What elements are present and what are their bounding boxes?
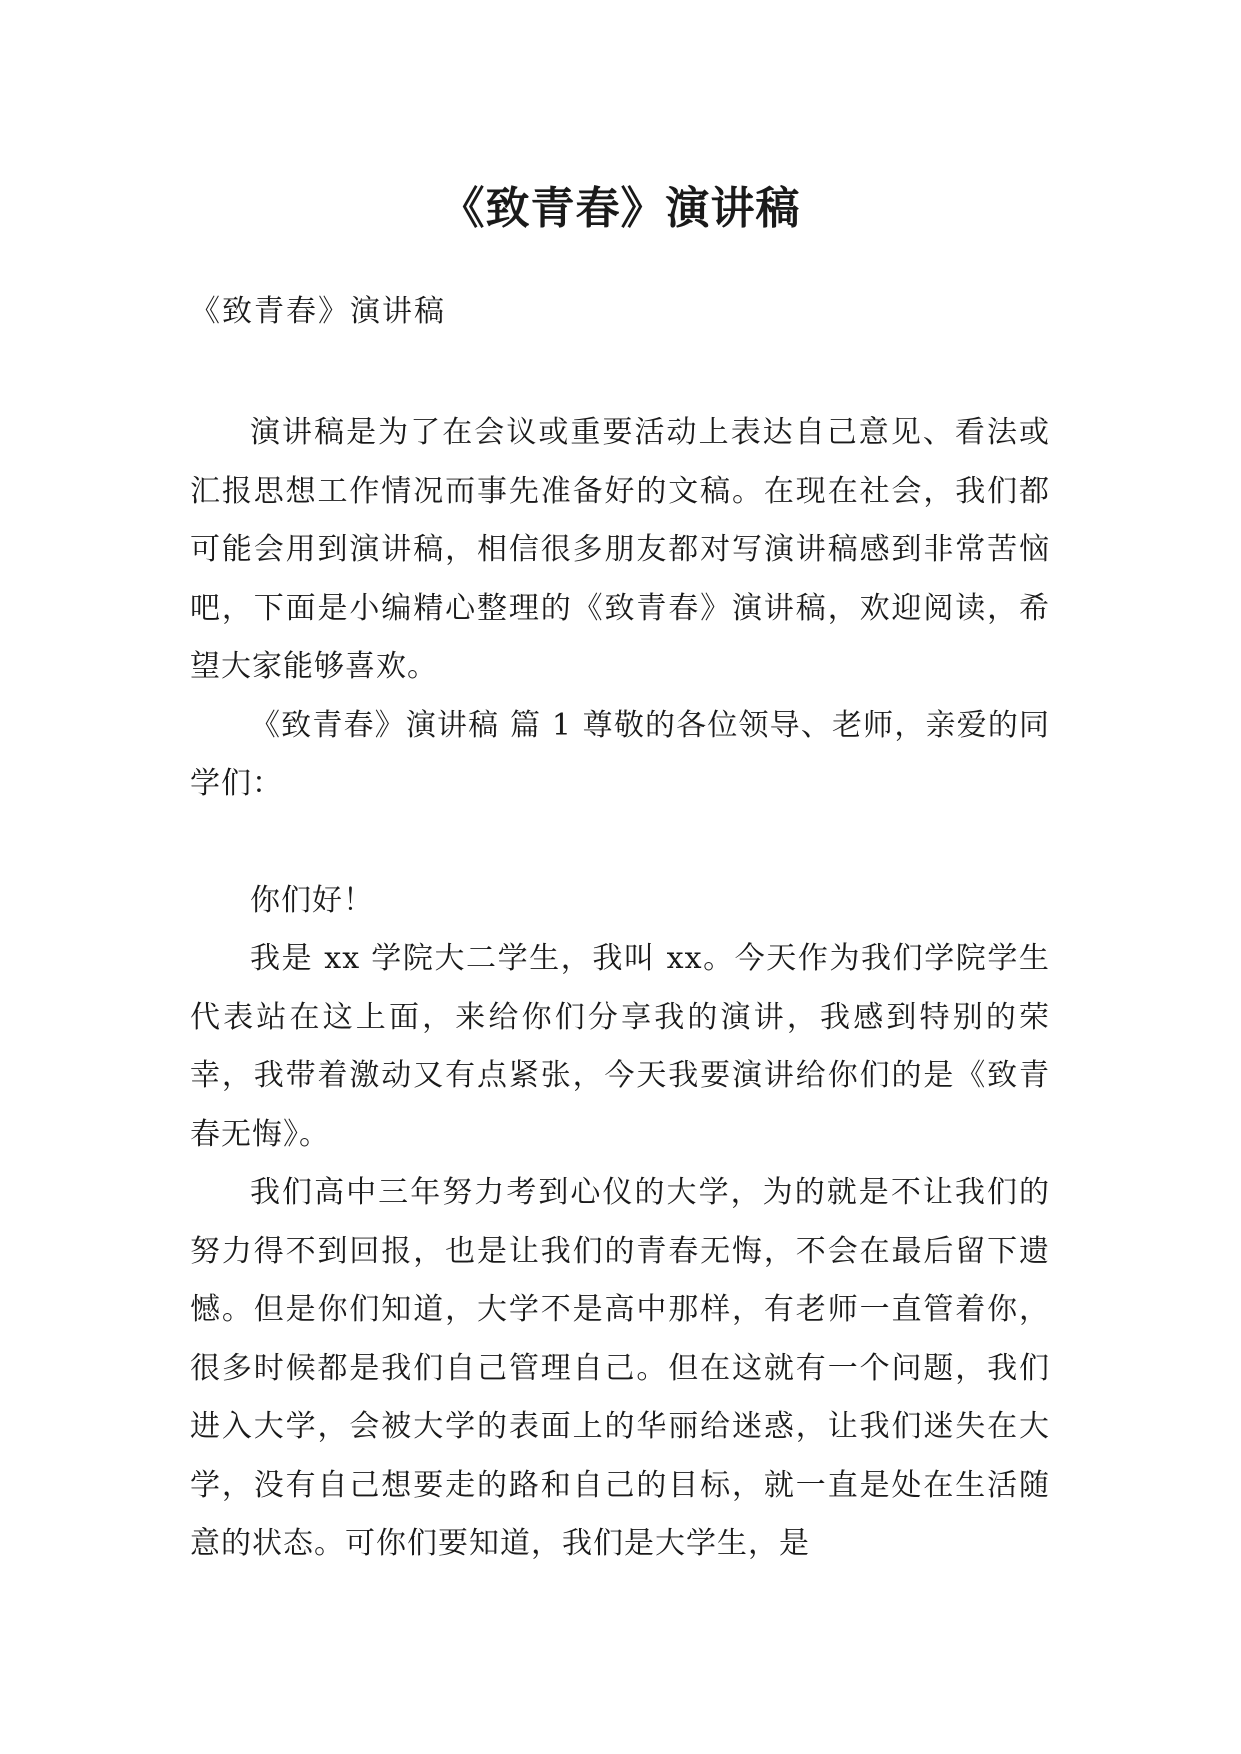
body-paragraph: 我们高中三年努力考到心仪的大学，为的就是不让我们的努力得不到回报，也是让我们的青春无悔，不会在最后留下遗憾。但是你们知道，大学不是高中那样，有老师一直管着你，很多时候都是我们自己管理自己。但在这就有一个问题，我们进入大学，会被大学的表面上的华丽给迷惑，让我们迷失在大学，没有自己想要走的路和自己的目标，就一直是处在生活随意的状态。可你们要知道，我们是大学生，是 — [190, 1175, 1050, 1561]
document-title: 《致青春》演讲稿 — [440, 183, 801, 235]
self-intro-paragraph: 我是 xx 学院大二学生，我叫 xx。今天作为我们学院学生代表站在这上面，来给你们分享我的演讲，我感到特别的荣幸，我带着激动又有点紧张，今天我要演讲给你们的是《致青春无悔》。 — [190, 941, 1050, 1152]
intro-paragraph: 演讲稿是为了在会议或重要活动上表达自己意见、看法或汇报思想工作情况而事先准备好的文稿。在现在社会，我们都可能会用到演讲稿，相信很多朋友都对写演讲稿感到非常苦恼吧，下面是小编精心整理的《致青春》演讲稿，欢迎阅读，希望大家能够喜欢。 — [190, 415, 1050, 684]
speech-opening-paragraph: 《致青春》演讲稿 篇 1 尊敬的各位领导、老师，亲爱的同学们： — [190, 707, 1050, 801]
document-body — [190, 404, 1050, 1574]
document-subtitle: 《致青春》演讲稿 — [190, 294, 446, 329]
greeting-paragraph: 你们好！ — [250, 882, 374, 918]
